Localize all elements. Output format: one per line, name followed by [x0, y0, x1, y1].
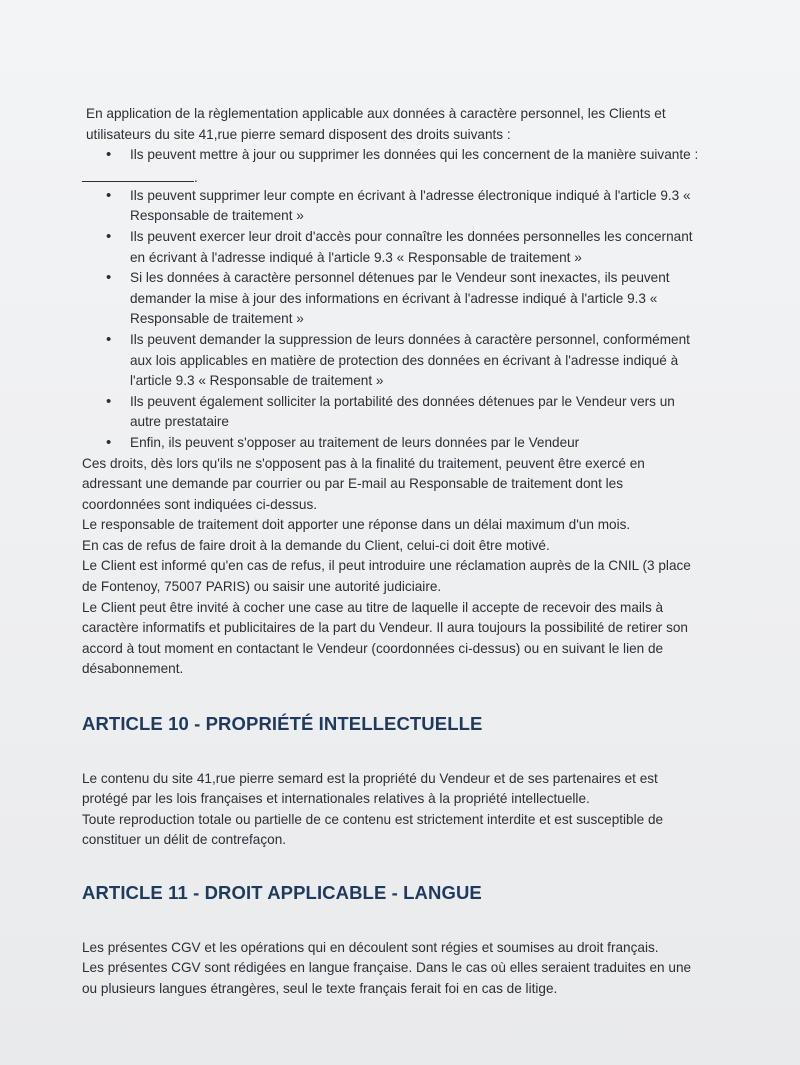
rights-list-item: • Ils peuvent demander la suppression de leurs données à caractère personnel, conformément aux lois applicables en matière de protection des données en écrivant à l'adresse indiqué à l'article 9.3 « Responsable de traitement »: [130, 330, 702, 392]
rights-list-item: • Ils peuvent supprimer leur compte en écrivant à l'adresse électronique indiqué à l'article 9.3 « Responsable de traitement »: [130, 186, 702, 227]
blank-line-suffix: .: [194, 169, 198, 185]
article-10-paragraph: Le contenu du site 41,rue pierre semard est la propriété du Vendeur et de ses partenaires et est protégé par les lois françaises et internationales relatives à la propriété intellectuelle.: [82, 770, 658, 807]
rights-list-item: • Ils peuvent mettre à jour ou supprimer les données qui les concernent de la manière suivante :: [130, 145, 702, 166]
rights-list-item: • Ils peuvent également solliciter la portabilité des données détenues par le Vendeur vers un autre prestataire: [130, 392, 702, 433]
intro-paragraph: En application de la règlementation applicable aux données à caractère personnel, les Clients et utilisateurs du site 41,rue pierre semard disposent des droits suivants :: [86, 106, 666, 142]
article-11-heading: ARTICLE 11 - DROIT APPLICABLE - LANGUE: [82, 882, 482, 903]
marketing-consent-paragraph: Le Client peut être invité à cocher une case au titre de laquelle il accepte de recevoir des mails à caractère informatifs et publicitaires de la part du Vendeur. Il aura toujours la possibilité de retirer son accord à tout moment en contactant le Vendeur (coordonnées ci-dessus) ou en suivant le lien de désabonnement.: [82, 599, 688, 677]
article-10-heading: ARTICLE 10 - PROPRIÉTÉ INTELLECTUELLE: [82, 713, 483, 735]
rights-list-continued: [82, 186, 702, 454]
fill-in-blank-line: [82, 166, 198, 185]
rights-list-item: • Enfin, ils peuvent s'opposer au traitement de leurs données par le Vendeur: [130, 433, 702, 454]
rights-list-item: • Si les données à caractère personnel détenues par le Vendeur sont inexactes, ils peuvent demander la mise à jour des informations en écrivant à l'adresse indiqué à l'article 9.3 « Responsable de traitement »: [130, 268, 702, 330]
article-10-paragraph: Toute reproduction totale ou partielle de ce contenu est strictement interdite et est susceptible de constituer un délit de contrefaçon.: [82, 811, 664, 848]
rights-list: [82, 145, 702, 166]
refusal-motivation-paragraph: En cas de refus de faire droit à la demande du Client, celui-ci doit être motivé.: [82, 537, 550, 553]
cnil-complaint-paragraph: Le Client est informé qu'en cas de refus, il peut introduire une réclamation auprès de la CNIL (3 place de Fontenoy, 75007 PARIS) ou saisir une autorité judiciaire.: [82, 558, 691, 595]
article-11-paragraph: Les présentes CGV sont rédigées en langue française. Dans le cas où elles seraient traduites en une ou plusieurs langues étrangères, seul le texte français ferait foi en cas de litige.: [82, 960, 692, 996]
rights-list-item: • Ils peuvent exercer leur droit d'accès pour connaître les données personnelles les concernant en écrivant à l'adresse indiqué à l'article 9.3 « Responsable de traitement »: [130, 227, 702, 268]
article-11-paragraph: Les présentes CGV et les opérations qui en découlent sont régies et soumises au droit français.: [82, 939, 659, 955]
rights-exercise-paragraph: Ces droits, dès lors qu'ils ne s'opposent pas à la finalité du traitement, peuvent être exercé en adressant une demande par courrier ou par E-mail au Responsable de traitement dont les coordonnées sont indiquées ci-dessus.: [82, 455, 645, 512]
document-body: [82, 104, 702, 999]
response-delay-paragraph: Le responsable de traitement doit apporter une réponse dans un délai maximum d'un mois.: [82, 517, 631, 533]
